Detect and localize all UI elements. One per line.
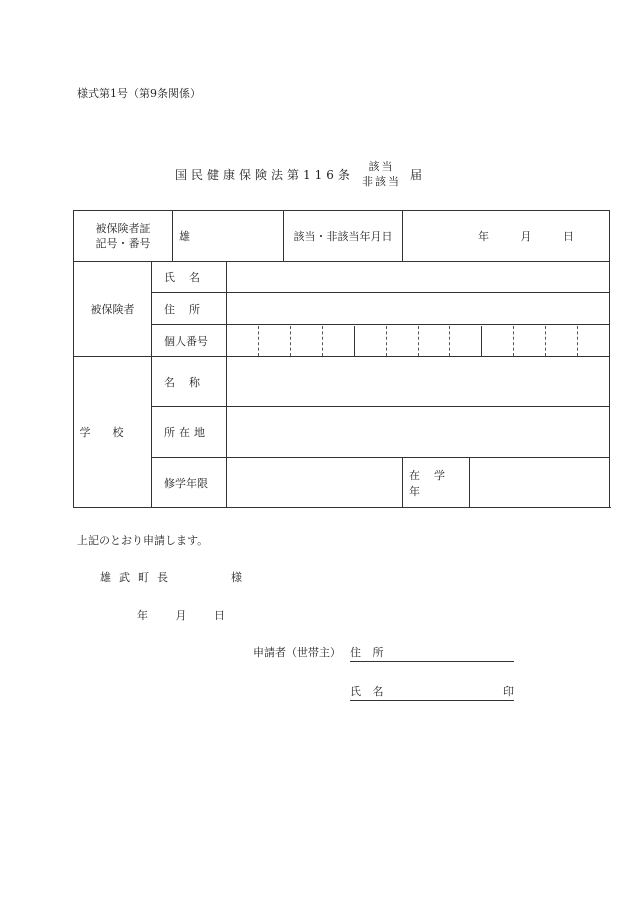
digit-box[interactable] [449, 326, 481, 356]
applicable-date-field[interactable] [403, 211, 610, 262]
insured-person-label: 被保険者 [74, 262, 152, 357]
personal-number-label: 個人番号 [152, 325, 227, 357]
school-name-label: 名称 [152, 357, 227, 407]
application-date-year: 年 [137, 609, 148, 622]
form-title: 国民健康保険法第116条 [175, 168, 354, 182]
title-option-applicable: 該当 [368, 160, 395, 173]
insured-card-number-label [74, 211, 173, 262]
seal-mark: 印 [503, 685, 514, 698]
applicable-date-label: 該当・非該当年月日 [284, 211, 403, 262]
notification-form-table [73, 210, 610, 508]
applicable-date-day: 日 [563, 230, 574, 243]
school-location-label: 所在地 [152, 407, 227, 458]
title-suffix: 届 [410, 168, 423, 182]
applicable-date-month: 月 [520, 230, 532, 243]
digit-box[interactable] [227, 326, 258, 356]
applicant-label: 申請者（世帯主） [253, 646, 341, 659]
insured-address-field[interactable] [227, 293, 610, 325]
grade-label: 在学年 [403, 458, 470, 508]
applicant-address-label: 住 所 [350, 646, 388, 659]
applicant-name-field[interactable] [350, 683, 514, 701]
study-years-field[interactable] [227, 458, 403, 508]
application-date-month: 月 [175, 609, 187, 622]
study-years-label: 修学年限 [152, 458, 227, 508]
digit-box[interactable] [545, 326, 577, 356]
form-number: 様式第1号（第9条関係） [77, 87, 201, 100]
digit-box[interactable] [513, 326, 545, 356]
insured-card-number-prefix: 雄 [179, 230, 190, 243]
applicant-address-field[interactable] [350, 644, 514, 662]
insured-card-number-field[interactable] [173, 211, 284, 262]
statement-text: 上記のとおり申請します。 [77, 534, 209, 547]
digit-box[interactable] [386, 326, 418, 356]
insured-name-label: 氏名 [152, 262, 227, 293]
addressee-honorific: 様 [231, 571, 242, 584]
insured-address-label: 住所 [152, 293, 227, 325]
digit-box[interactable] [418, 326, 450, 356]
insured-card-number-label-line1: 被保険者証 [95, 222, 151, 235]
school-label: 学校 [74, 357, 152, 508]
grade-field[interactable] [470, 458, 610, 508]
digit-box[interactable] [481, 326, 513, 356]
digit-box[interactable] [577, 326, 609, 356]
application-date-day: 日 [214, 609, 225, 622]
application-date[interactable] [137, 607, 225, 623]
addressee: 雄武町長 [100, 571, 176, 584]
personal-number-field[interactable] [227, 325, 610, 357]
digit-box[interactable] [354, 326, 386, 356]
applicable-date-year: 年 [478, 230, 489, 243]
digit-box[interactable] [322, 326, 354, 356]
personal-number-digit-boxes [227, 326, 609, 356]
digit-box[interactable] [258, 326, 290, 356]
title-option-not-applicable: 非該当 [362, 175, 401, 188]
insured-name-field[interactable] [227, 262, 610, 293]
school-location-field[interactable] [227, 407, 610, 458]
digit-box[interactable] [290, 326, 322, 356]
school-name-field[interactable] [227, 357, 610, 407]
title-option-stack [362, 159, 401, 189]
insured-card-number-label-line2: 記号・番号 [95, 237, 151, 250]
applicant-name-label: 氏 名 [350, 685, 388, 698]
